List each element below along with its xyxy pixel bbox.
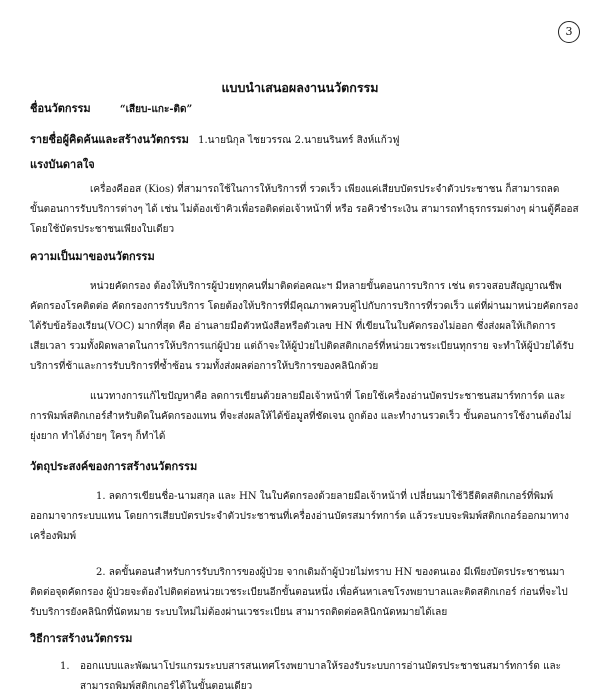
objective-line: ติดต่อจุดคัดกรอง ผู้ป่วยจะต้องไปติดต่อหน่วยเวชระเบียนอีกขั้นตอนหนึ่ง เพื่อค้นหาเลขโรงพยาบาลและติดสติกเกอร์ ก่อนที่จะไป <box>30 587 568 598</box>
method-item-line: ออกแบบและพัฒนาโปรแกรมระบบสารสนเทศโรงพยาบาลให้รองรับระบบการอ่านบัตรประชาชนสมาร์ทการ์ด และ <box>80 661 562 672</box>
authors-label: รายชื่อผู้คิดค้นและสร้างนวัตกรรม <box>30 133 189 146</box>
inspiration-line: เครื่องคีออส (Kios) ที่สามารถใช้ในการให้บริการที่ รวดเร็ว เพียงแค่เสียบบัตรประจำตัวประชาชน ก็สามารถลด <box>90 184 560 195</box>
background-line: บริการที่ช้าและการรับบริการที่ซ้ำซ้อน รวมทั้งส่งผลต่อการให้บริการของคลินิกด้วย <box>30 361 379 372</box>
innovation-name-row <box>30 102 570 117</box>
method-item-number: 1. <box>60 661 70 672</box>
background-line: แนวทางการแก้ไขปัญหาคือ ลดการเขียนด้วยลายมือเจ้าหน้าที่ โดยใช้เครื่องอ่านบัตรประชาชนสมาร์ทการ์ด และ <box>90 391 566 402</box>
objective-line: เครื่องพิมพ์ <box>30 531 77 542</box>
objective-line: รับบริการยังคลินิกที่นัดหมาย ระบบใหม่ไม่ต้องผ่านเวชระเบียน สามารถติดต่อคลินิกนัดหมายได้เลย <box>30 607 448 618</box>
inspiration-heading: แรงบันดาลใจ <box>30 158 95 171</box>
methods-heading: วิธีการสร้างนวัตกรรม <box>30 632 133 645</box>
method-item-line: สามารถพิมพ์สติกเกอร์ได้ในขั้นตอนเดียว <box>80 681 253 692</box>
objective-line: 2. ลดขั้นตอนสำหรับการรับบริการของผู้ป่วย จากเดิมถ้าผู้ป่วยไม่ทราบ HN ของตนเอง มีเพียงบัตรประชาชนมา <box>96 567 565 578</box>
background-line: ยุ่งยาก ทำได้ง่ายๆ ใครๆ ก็ทำได้ <box>30 431 166 442</box>
background-line: หน่วยคัดกรอง ต้องให้บริการผู้ป่วยทุกคนที่มาติดต่อคณะฯ มีหลายขั้นตอนการบริการ เช่น ตรวจสอบสัญญาณชีพ <box>90 281 562 292</box>
objectives-heading: วัตถุประสงค์ของการสร้างนวัตกรรม <box>30 460 198 473</box>
background-line: ได้รับข้อร้องเรียน(VOC) มากที่สุด คือ อ่านลายมือตัวหนังสือหรือตัวเลข HN ที่เขียนในใบคัดกรองไม่ออก ซึ่งส่งผลให้เกิดการ <box>30 321 556 332</box>
background-heading: ความเป็นมาของนวัตกรรม <box>30 250 155 263</box>
authors-row <box>30 133 570 148</box>
background-line: เสียเวลา รวมทั้งผิดพลาดในการให้บริการแก่ผู้ป่วย แต่ถ้าจะให้ผู้ป่วยไปติดสติกเกอร์ที่หน่วยเวชระเบียนทุกราย จะทำให้ผู้ป่วยได้รับ <box>30 341 574 352</box>
objective-line: ออกมาจากระบบแทน โดยการเสียบบัตรประจำตัวประชาชนที่เครื่องอ่านบัตรสมาร์ทการ์ด แล้วระบบจะพิมพ์สติกเกอร์ออกมาทาง <box>30 511 569 522</box>
background-line: คัดกรองโรคติดต่อ คัดกรองการรับบริการ โดยต้องให้บริการที่มีคุณภาพควบคู่ไปกับการบริการที่รวดเร็ว แต่ที่ผ่านมาหน่วยคัดกรอง <box>30 301 579 312</box>
authors-value: 1.นายนิกุล ไชยวรรณ 2.นายนรินทร์ สิงห์แก้วฟู <box>198 135 400 146</box>
inspiration-line: ขั้นตอนการรับบริการต่างๆ ได้ เช่น ไม่ต้องเข้าคิวเพื่อรอติดต่อเจ้าหน้าที่ หรือ รอคิวชำระเงิน สามารถทำธุรกรรมต่างๆ ผ่านตู้คีออส <box>30 204 579 215</box>
innovation-name-label: ชื่อนวัตกรรม <box>30 102 91 115</box>
page-number-badge: 3 <box>558 21 580 43</box>
inspiration-line: โดยใช้บัตรประชาชนเพียงใบเดียว <box>30 224 175 235</box>
innovation-name-value: “เสียบ-แกะ-ติด” <box>119 104 193 115</box>
document-title: แบบนำเสนอผลงานนวัตกรรม <box>221 80 379 95</box>
objective-line: 1. ลดการเขียนชื่อ-นามสกุล และ HN ในใบคัดกรองด้วยลายมือเจ้าหน้าที่ เปลี่ยนมาใช้วิธีติดสติกเกอร์ที่พิมพ์ <box>96 491 554 502</box>
background-line: การพิมพ์สติกเกอร์สำหรับติดในคัดกรองแทน ที่จะส่งผลให้ได้ข้อมูลที่ชัดเจน ถูกต้อง และทำงานรวดเร็ว ขั้นตอนการใช้งานต้องไม่ <box>30 411 572 422</box>
